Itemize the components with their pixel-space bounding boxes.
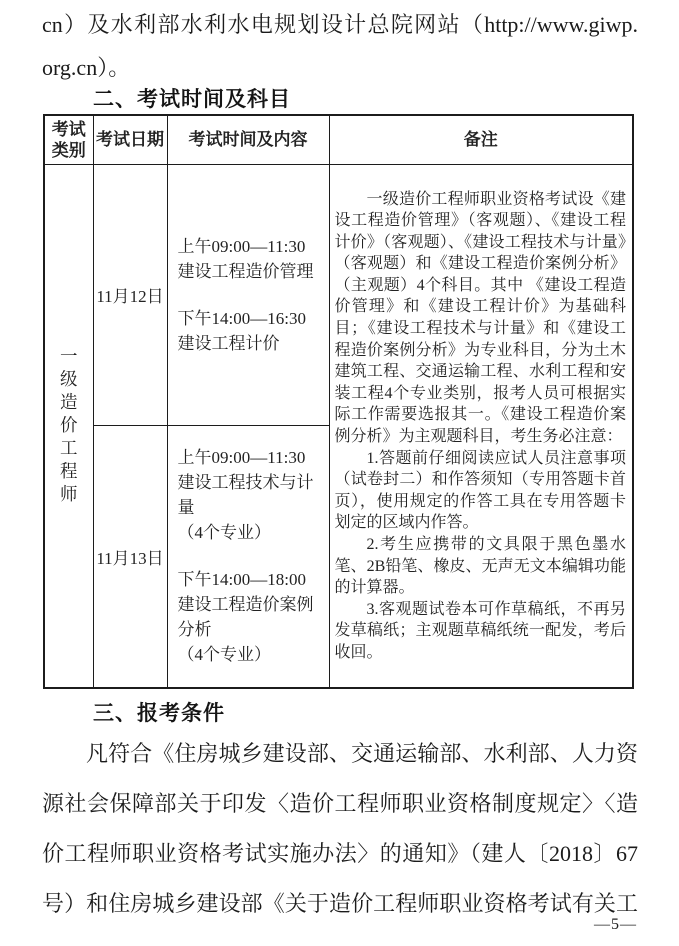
session-time: 上午09:00—11:30: [177, 236, 306, 256]
remarks-paragraph-2: 1.答题前仔细阅读应试人员注意事项（试卷封二）和作答须知（专用答题卡首页），使用规定的作答工具在专用答题卡划定的区域内作答。: [334, 449, 626, 532]
remarks-paragraph-4: 3.客观题试卷本可作草稿纸，不再另发草稿纸；主观题草稿纸统一配发，考后收回。: [334, 600, 626, 661]
session-time: 下午14:00—18:00: [177, 570, 306, 590]
bottom-paragraph-line-3: 价工程师职业资格考试实施办法〉的通知》（建人〔2018〕67: [42, 841, 638, 866]
section-heading-application-requirements: 三、报考条件: [93, 702, 225, 725]
session-subject: 建设工程造价案例分析: [177, 595, 314, 640]
table-row-day1: [44, 164, 633, 425]
top-paragraph: [42, 3, 638, 89]
top-paragraph-line-1: cn）及水利部水利水电规划设计总院网站（http://www.giwp.: [42, 12, 638, 37]
session-afternoon: [178, 567, 327, 667]
exam-category-cell: [44, 164, 93, 688]
remarks-cell: [329, 164, 633, 688]
session-afternoon: [178, 306, 327, 356]
page-number: —5—: [594, 916, 637, 933]
remarks-paragraph-3: 2.考生应携带的文具限于黑色墨水笔、2B铅笔、橡皮、无声无文本编辑功能的计算器。: [334, 536, 626, 597]
exam-date-cell: 11月13日: [93, 425, 167, 688]
bottom-paragraph: [42, 729, 638, 929]
table-header-row: [44, 115, 633, 164]
remarks-paragraph-1: 一级造价工程师职业资格考试设《建设工程造价管理》（客观题）、《建设工程计价》（客观题）、《建设工程技术与计量》（客观题）和《建设工程造价案例分析》（主观题）4个科目。其中 《建设工程造价管理》和《建设工程计价》为基础科目；《建设工程技术与计量》和《建设工程造价案例分析》为专业科目，分为土木建筑工程、交通运输工程、水利工程和安装工程4个专业类别，报考人员可根据实际工作需要选报其一。《建设工程造价案例分析》为主观题科目，考生务必注意：: [334, 190, 626, 446]
session-morning: [178, 445, 327, 545]
exam-date-cell: 11月12日: [93, 164, 167, 425]
session-note: （4个专业）: [177, 523, 271, 543]
section-heading-exam-time-subjects: 二、考试时间及科目: [93, 88, 291, 111]
exam-schedule-table: [43, 114, 634, 689]
session-subject: 建设工程造价管理: [177, 261, 314, 281]
exam-category-vertical-text: 一级造价工程师: [60, 346, 78, 505]
session-subject: 建设工程计价: [177, 333, 280, 353]
bottom-paragraph-line-4: 号）和住房城乡建设部《关于造价工程师职业资格考试有关工: [42, 891, 638, 916]
session-time: 上午09:00—11:30: [177, 448, 306, 468]
col-header-remarks: 备注: [329, 115, 633, 164]
session-time: 下午14:00—16:30: [177, 308, 306, 328]
bottom-paragraph-line-2: 源社会保障部关于印发〈造价工程师职业资格制度规定〉〈造: [42, 791, 638, 816]
exam-sessions-cell: [167, 164, 329, 425]
col-header-exam-category: 考试类别: [44, 115, 93, 164]
session-note: （4个专业）: [177, 645, 271, 665]
session-morning: [178, 234, 327, 284]
bottom-paragraph-line-1: 凡符合《住房城乡建设部、交通运输部、水利部、人力资: [86, 741, 638, 766]
col-header-exam-time-content: 考试时间及内容: [167, 115, 329, 164]
col-header-exam-date: 考试日期: [93, 115, 167, 164]
top-paragraph-line-2: org.cn）。: [42, 55, 131, 80]
exam-sessions-cell: [167, 425, 329, 688]
session-subject: 建设工程技术与计量: [177, 473, 314, 518]
